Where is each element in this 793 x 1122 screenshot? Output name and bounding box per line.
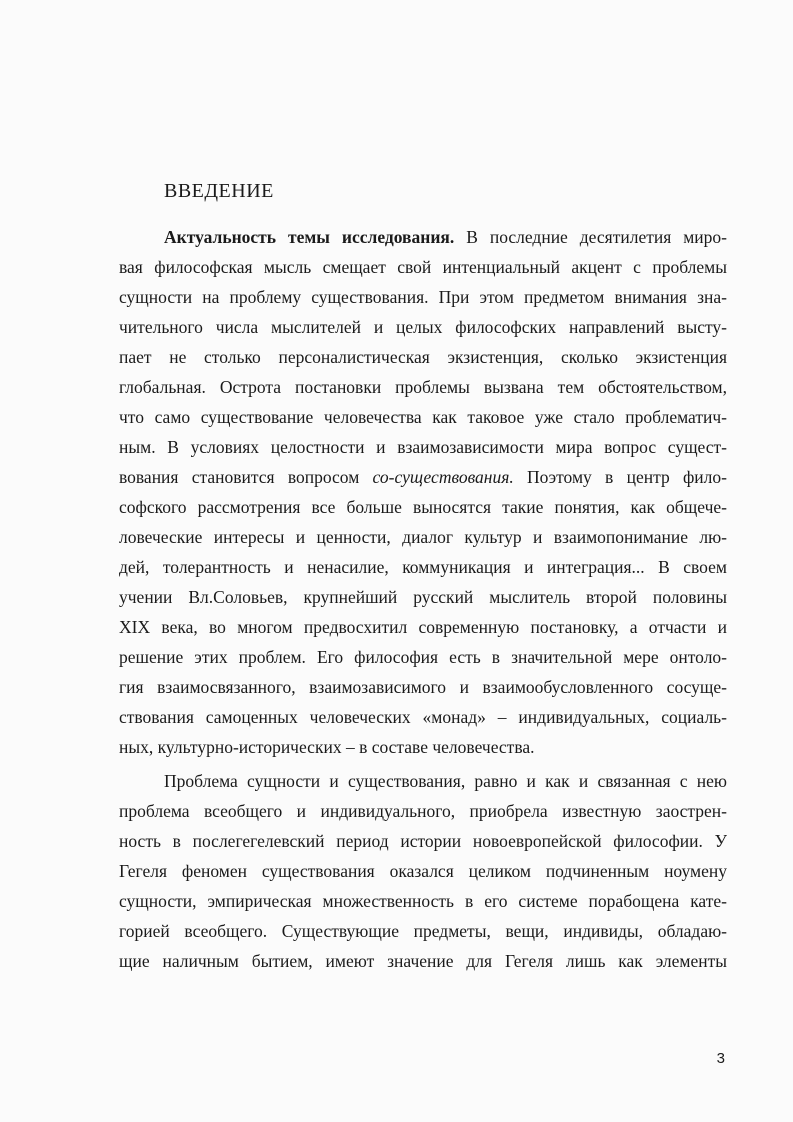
paragraph-line: софского рассмотрения все больше выносятся такие понятия, как общече- [119, 497, 727, 517]
paragraph-relevance [119, 222, 727, 762]
paragraph-line: сущности на проблему существования. При этом предметом внимания зна- [119, 287, 727, 307]
emphasized-term: со-существования. [372, 467, 514, 487]
paragraph-line: решение этих проблем. Его философия есть в значительной мере онтоло- [119, 647, 727, 667]
paragraph-line: ловеческие интересы и ценности, диалог культур и взаимопонимание лю- [119, 527, 727, 547]
paragraph-line: глобальная. Острота постановки проблемы вызвана тем обстоятельством, [119, 377, 727, 397]
paragraph-line: ным. В условиях целостности и взаимозависимости мира вопрос сущест- [119, 437, 727, 457]
line-text: В последние десятилетия миро- [454, 227, 727, 247]
paragraph-line: XIX века, во многом предвосхитил современную постановку, а отчасти и [119, 617, 727, 637]
paragraph-essence-existence [119, 766, 727, 976]
paragraph-line [119, 222, 727, 252]
line-text: вования становится вопросом [119, 467, 373, 487]
paragraph-line: горией всеобщего. Существующие предметы, вещи, индивиды, обладаю- [119, 921, 727, 941]
lead-phrase: Актуальность темы исследования. [164, 227, 455, 247]
paragraph-line: пает не столько персоналистическая экзистенция, сколько экзистенция [119, 347, 727, 367]
paragraph-line: ствования самоценных человеческих «монад» – индивидуальных, социаль- [119, 707, 727, 727]
paragraph-line: гия взаимосвязанного, взаимозависимого и взаимообусловленного сосуще- [119, 677, 727, 697]
paragraph-line: чительного числа мыслителей и целых философских направлений высту- [119, 317, 727, 337]
section-heading: ВВЕДЕНИЕ [164, 180, 274, 202]
paragraph-line: вая философская мысль смещает свой интенциальный акцент с проблемы [119, 257, 727, 277]
paragraph-line: щие наличным бытием, имеют значение для Гегеля лишь как элементы [119, 951, 727, 971]
paragraph-line: дей, толерантность и ненасилие, коммуникация и интеграция... В своем [119, 557, 727, 577]
paragraph-line: проблема всеобщего и индивидуального, приобрела известную заострен- [119, 801, 727, 821]
paragraph-line: ность в послегегелевский период истории новоевропейской философии. У [119, 831, 727, 851]
paragraph-line: Проблема сущности и существования, равно и как и связанная с нею [164, 771, 727, 791]
page-number: 3 [716, 1050, 725, 1067]
paragraph-line: учении Вл.Соловьев, крупнейший русский мыслитель второй половины [119, 587, 727, 607]
paragraph-line: сущности, эмпирическая множественность в его системе порабощена кате- [119, 891, 727, 911]
paragraph-line [119, 462, 727, 492]
paragraph-line: ных, культурно-исторических – в составе человечества. [119, 737, 535, 757]
paragraph-line: Гегеля феномен существования оказался целиком подчиненным ноумену [119, 861, 727, 881]
paragraph-line: что само существование человечества как таковое уже стало проблематич- [119, 407, 727, 427]
body-text [119, 222, 727, 976]
line-text: Поэтому в центр фило- [513, 467, 727, 487]
